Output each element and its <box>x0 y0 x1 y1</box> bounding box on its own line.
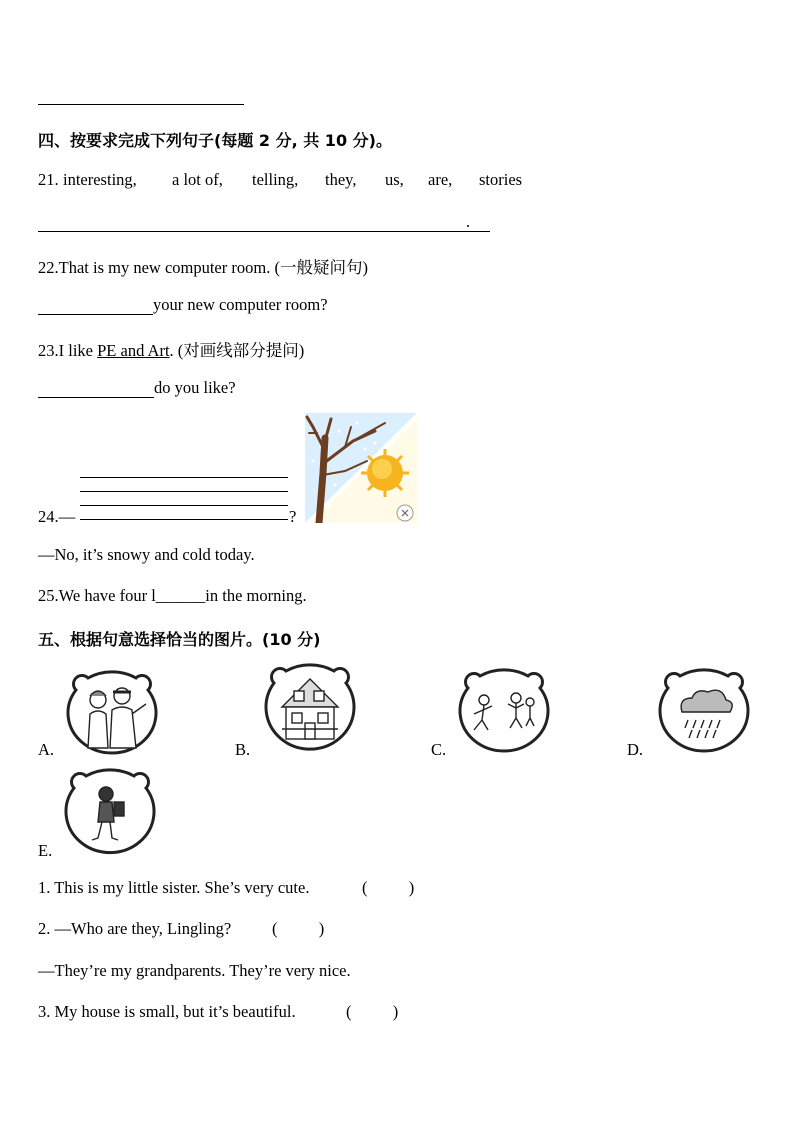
option-e-label: E. <box>38 841 53 860</box>
q22-answer-rest: your new computer room? <box>153 295 328 314</box>
s5-answer-paren[interactable]: ( ) <box>272 919 325 938</box>
option-a-label: A. <box>38 740 55 759</box>
option-e-frame <box>62 768 158 856</box>
q24-answer-line-4[interactable] <box>80 519 288 520</box>
option-b-frame <box>262 663 358 753</box>
q24-answer-line-2[interactable] <box>80 491 288 492</box>
option-d-label: D. <box>627 740 644 759</box>
q25-blank[interactable]: ______ <box>155 586 206 605</box>
q23-answer-blank[interactable] <box>38 397 154 398</box>
q22-answer-blank[interactable] <box>38 314 153 315</box>
option-d-frame <box>656 668 752 754</box>
q23-prompt <box>38 337 304 361</box>
q23-suffix: . (对画线部分提问) <box>169 341 305 360</box>
q24-answer-line-1[interactable] <box>80 477 288 478</box>
section-4-title: 四、按要求完成下列句子(每题 2 分, 共 10 分)。 <box>38 131 392 150</box>
s5-answer-paren[interactable]: ( ) <box>346 1002 399 1021</box>
q25-sentence <box>38 586 307 606</box>
q21-number: 21. <box>38 170 59 189</box>
q21-word: are, <box>428 170 453 189</box>
q25-prefix: 25.We have four l <box>38 586 156 605</box>
q21-word: telling, <box>252 170 299 189</box>
q25-suffix: in the morning. <box>205 586 307 605</box>
q23-prefix: 23.I like <box>38 341 98 360</box>
s5-answer-paren[interactable]: ( ) <box>362 878 415 897</box>
winter-sun-picture <box>305 413 417 523</box>
q23-underlined: PE and Art <box>97 341 170 360</box>
s5-question-2: 2. —Who are they, Lingling? <box>38 919 232 938</box>
previous-answer-line <box>38 104 244 105</box>
q22-prompt: 22.That is my new computer room. (一般疑问句) <box>38 258 368 277</box>
option-a-frame <box>64 670 160 756</box>
q21-word: interesting, <box>63 170 137 189</box>
section-5-title: 五、根据句意选择恰当的图片。(10 分) <box>38 630 321 649</box>
q24-end-mark: ? <box>289 507 297 526</box>
s5-question-3: 3. My house is small, but it’s beautiful. <box>38 1002 296 1021</box>
q23-answer-rest: do you like? <box>154 378 236 397</box>
q21-answer-line[interactable] <box>38 231 490 232</box>
option-b-label: B. <box>235 740 251 759</box>
s5-question-2-reply: —They’re my grandparents. They’re very nice. <box>38 961 351 980</box>
q21-word: they, <box>325 170 357 189</box>
q21-end-mark: . <box>466 212 471 231</box>
q24-answer-line-3[interactable] <box>80 505 288 506</box>
option-c-frame <box>456 668 552 754</box>
s5-question-1: 1. This is my little sister. She’s very cute. <box>38 878 310 897</box>
q21-word: us, <box>385 170 404 189</box>
q24-reply: —No, it’s snowy and cold today. <box>38 545 255 564</box>
q21-word: stories <box>479 170 523 189</box>
q24-prefix: 24.— <box>38 507 76 526</box>
sun-icon <box>361 449 409 497</box>
option-c-label: C. <box>431 740 447 759</box>
q21-word: a lot of, <box>172 170 223 189</box>
